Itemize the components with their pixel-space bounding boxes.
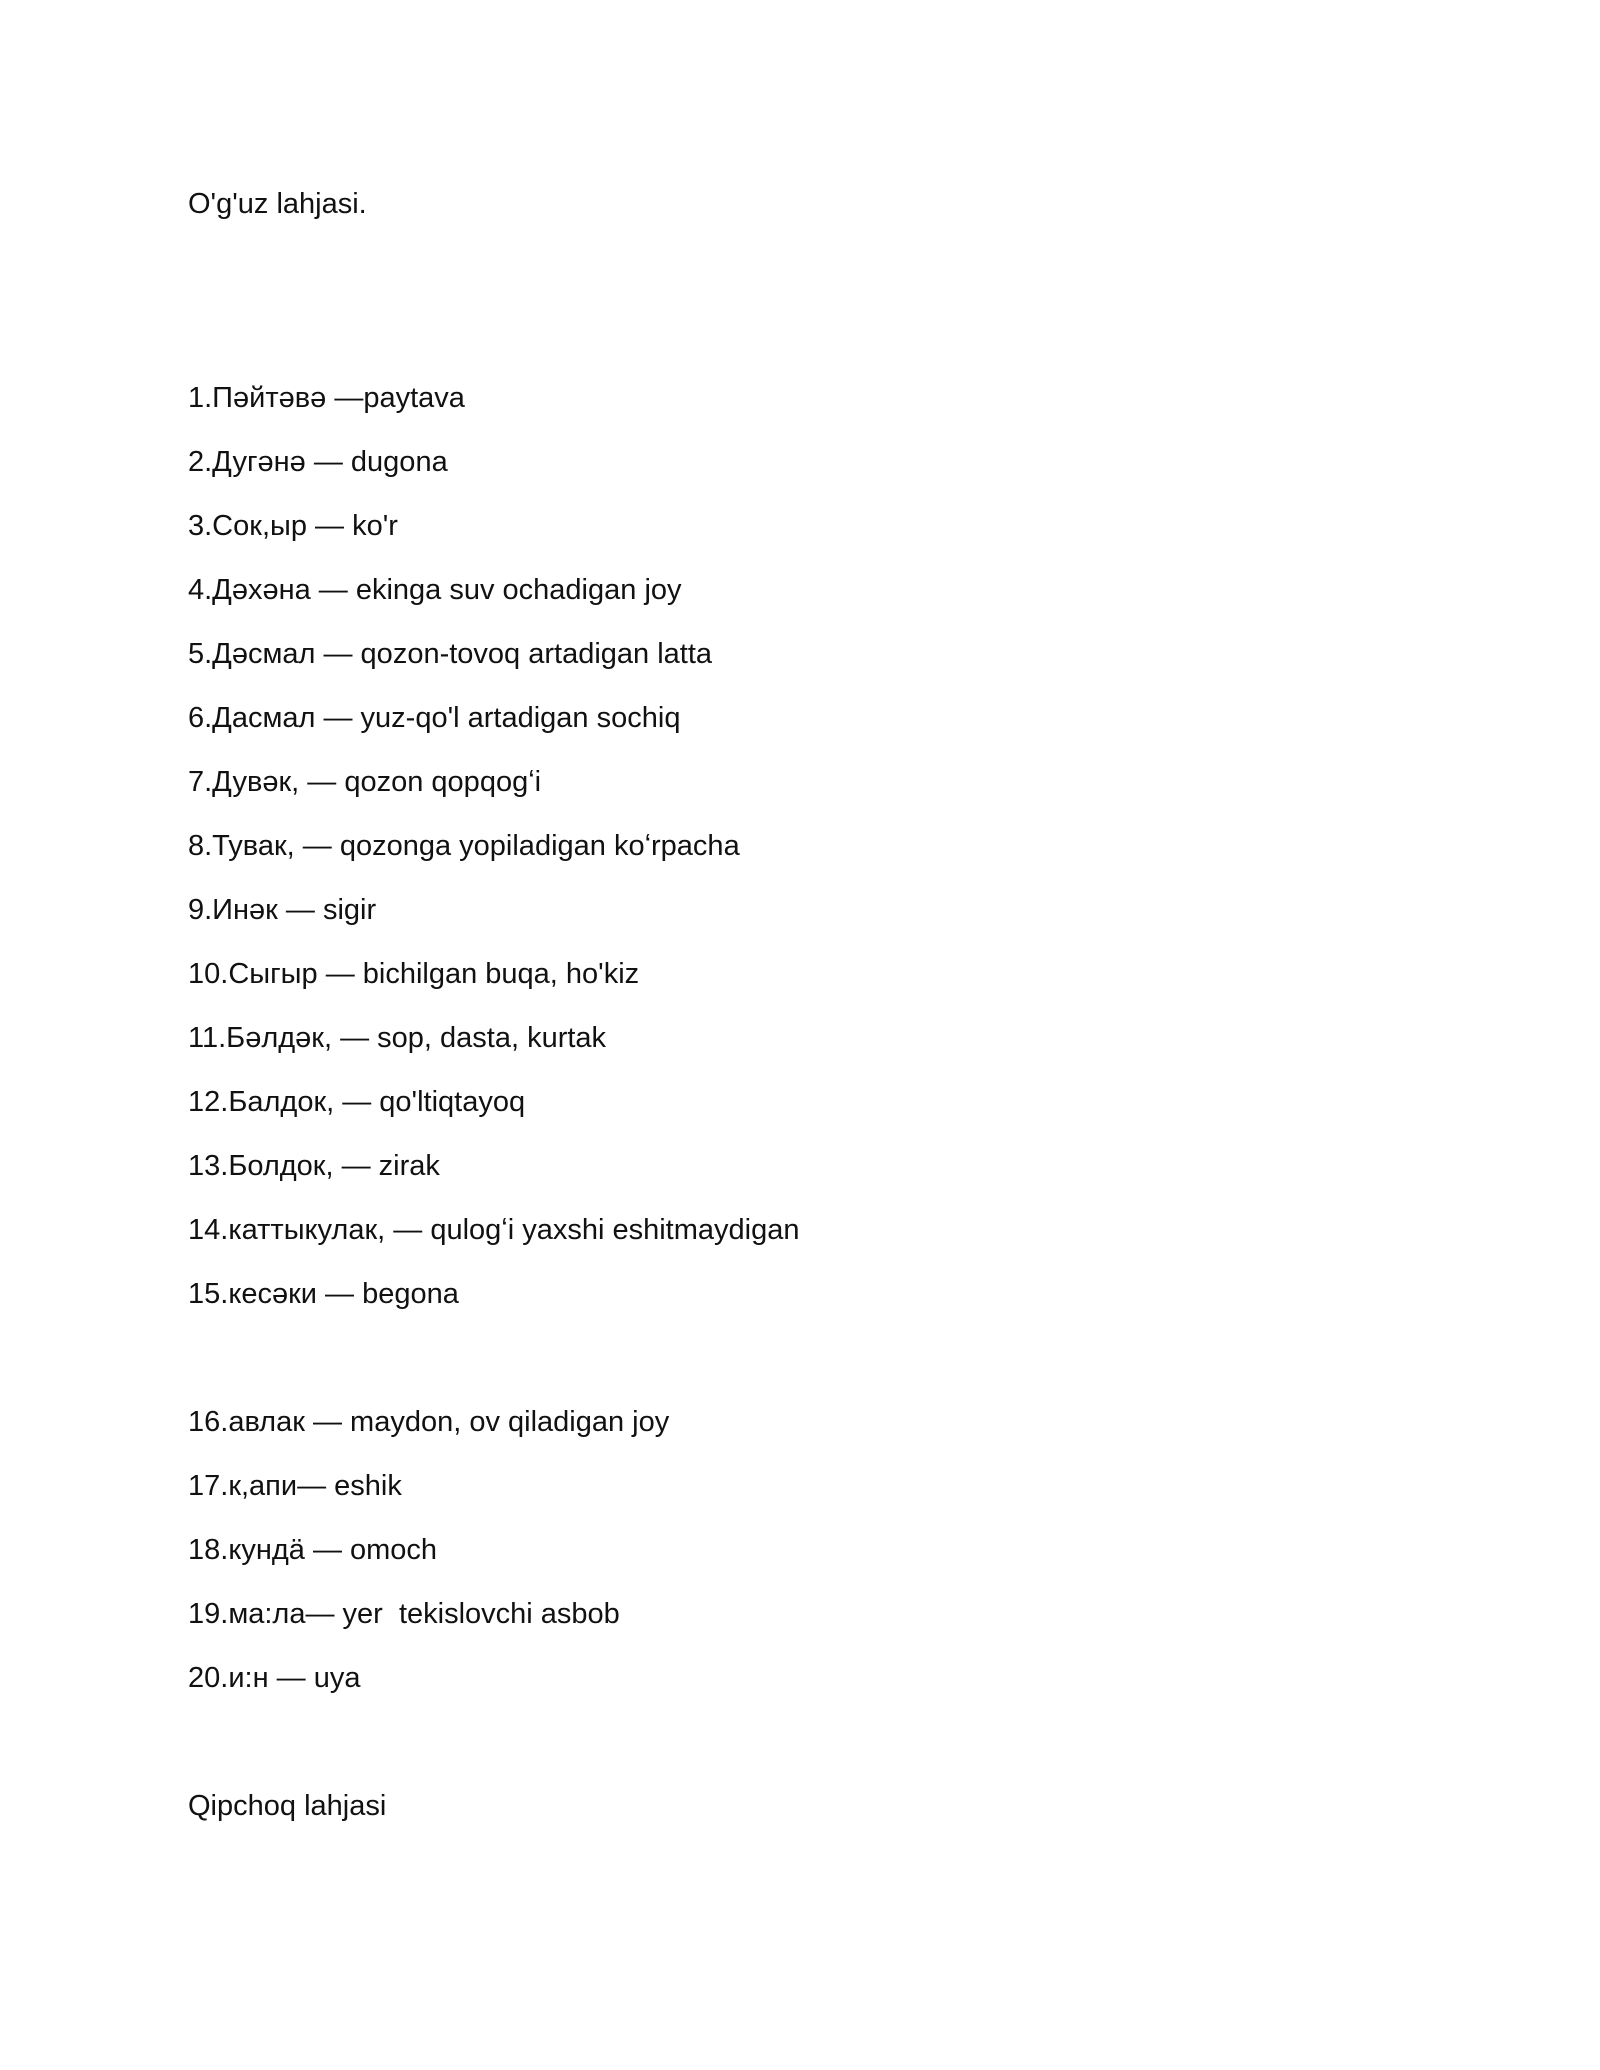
list-item: 4.Дәхәна — ekinga suv ochadigan joy bbox=[188, 574, 682, 606]
list-item: 9.Инәк — sigir bbox=[188, 894, 377, 926]
list-item: 17.к,апи— eshik bbox=[188, 1470, 402, 1502]
list-item: 15.кесәки — begona bbox=[188, 1278, 459, 1310]
list-item: 16.авлак — maydon, ov qiladigan joy bbox=[188, 1406, 670, 1438]
list-item: 8.Тувак, — qozonga yopiladigan koʻrpacha bbox=[188, 830, 740, 862]
list-item: 18.кундä — omoch bbox=[188, 1534, 438, 1566]
list-item: 2.Дугәнә — dugona bbox=[188, 446, 448, 478]
list-item: 19.ма:ла— yer tekislovchi asbob bbox=[188, 1598, 620, 1630]
list-item: 5.Дәсмал — qozon-tovoq artadigan latta bbox=[188, 638, 713, 670]
list-item: 11.Бәлдәк, — sop, dasta, kurtak bbox=[188, 1022, 607, 1054]
section-heading-qipchoq: Qipchoq lahjasi bbox=[188, 1790, 387, 1822]
section-heading-oguz: O'g'uz lahjasi. bbox=[188, 188, 367, 220]
list-item: 14.каттыкулак, — qulogʻi yaxshi eshitmaydigan bbox=[188, 1214, 800, 1246]
list-item: 10.Сыгыр — bichilgan buqa, ho'kiz bbox=[188, 958, 640, 990]
list-item: 12.Балдок, — qo'ltiqtayoq bbox=[188, 1086, 526, 1118]
list-item: 7.Дувәк, — qozon qopqogʻi bbox=[188, 766, 542, 798]
list-item: 13.Болдок, — zirak bbox=[188, 1150, 440, 1182]
list-item: 20.и:н — uya bbox=[188, 1662, 361, 1694]
list-item: 6.Дасмал — yuz-qo'l artadigan sochiq bbox=[188, 702, 681, 734]
list-item: 3.Сок,ыр — ko'r bbox=[188, 510, 398, 542]
list-item: 1.Пәйтәвә —paytava bbox=[188, 382, 465, 414]
